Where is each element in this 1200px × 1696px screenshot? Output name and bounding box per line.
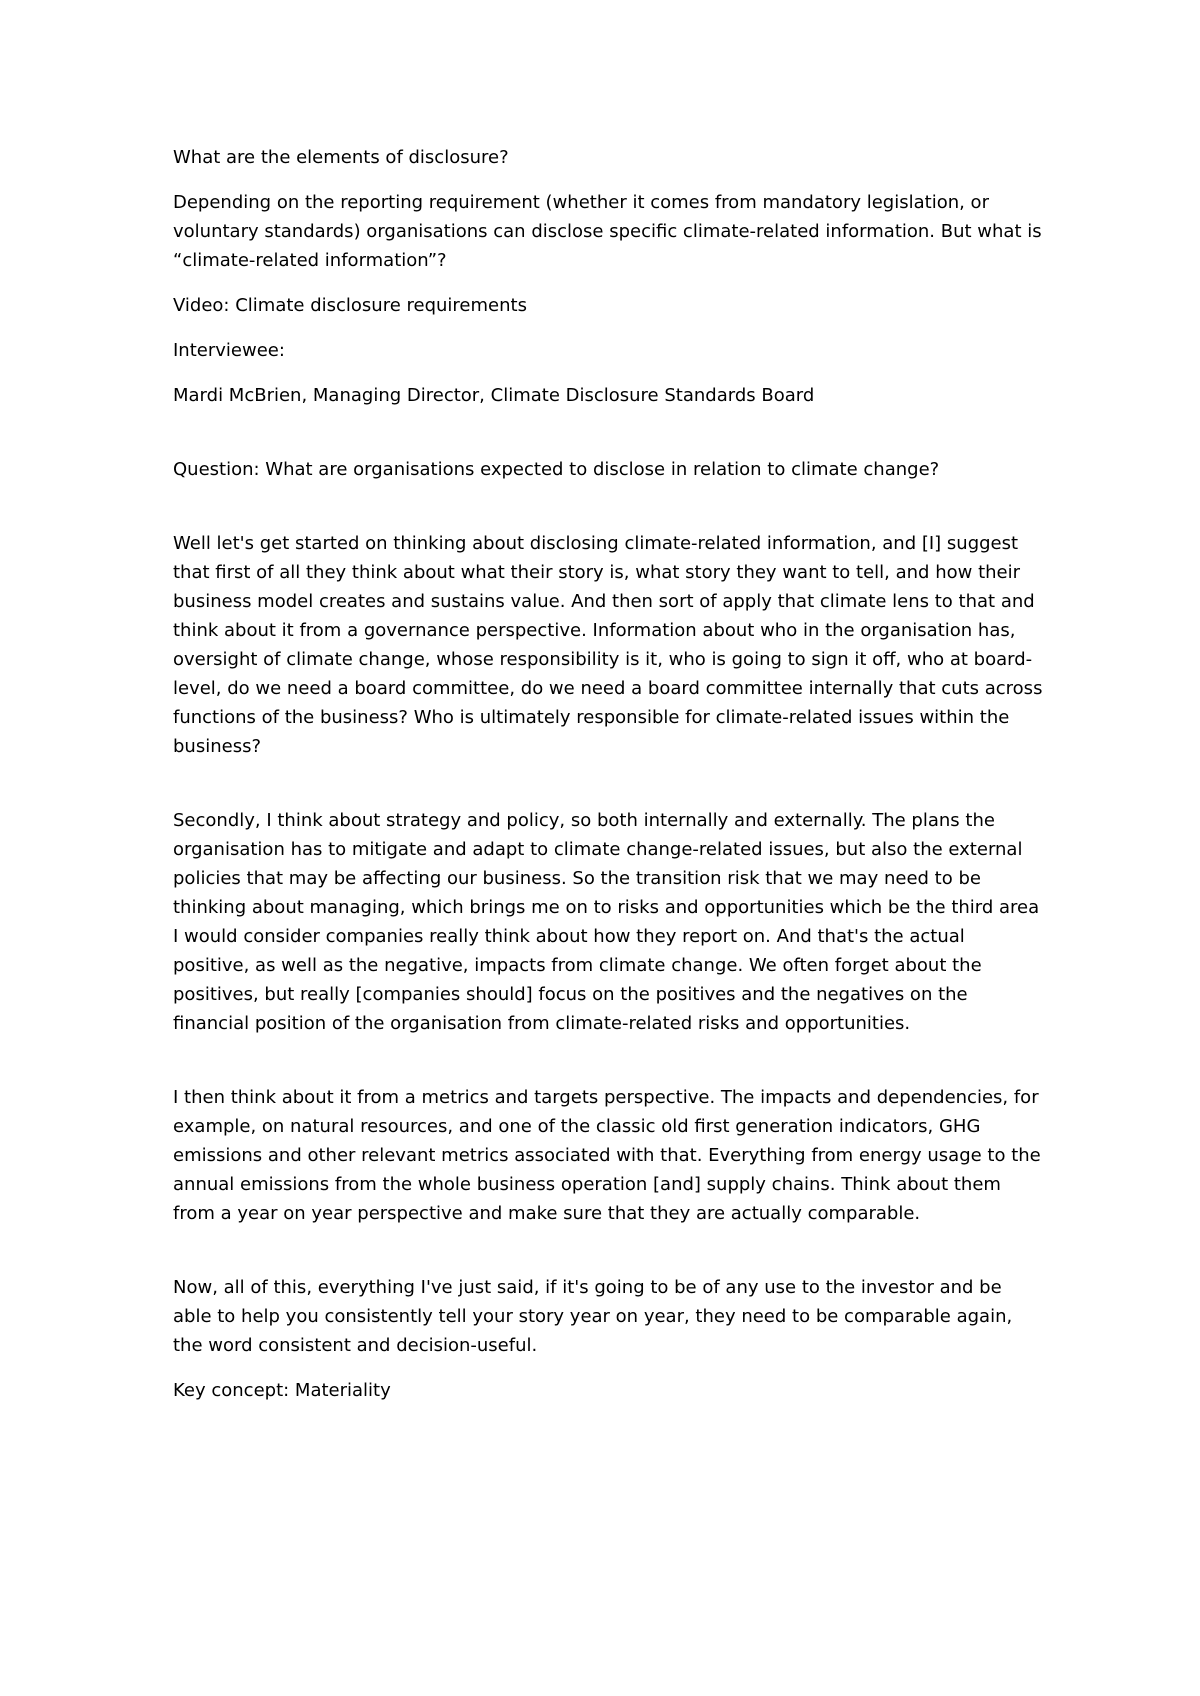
key-concept-label: Key concept: Materiality xyxy=(173,1380,391,1401)
document-body xyxy=(173,143,1043,1421)
answer-paragraph-metrics: I then think about it from a metrics and targets perspective. The impacts and dependencies, for example, on natural resources, and one of the classic old first generation indicators, GHG emissions and other relevant metrics associated with that. Everything from energy usage to the annual emissions from the whole business operation [and] supply chains. Think about them from a year on year perspective and make sure that they are actually comparable. xyxy=(173,1087,1041,1224)
interviewee-name: Mardi McBrien, Managing Director, Climate Disclosure Standards Board xyxy=(173,385,815,406)
answer-paragraph-strategy: Secondly, I think about strategy and policy, so both internally and externally. The plans the organisation has to mitigate and adapt to climate change-related issues, but also the external policies that may be affecting our business. So the transition risk that we may need to be thinking about managing, which brings me on to risks and opportunities which be the third area I would consider companies really think about how they report on. And that's the actual positive, as well as the negative, impacts from climate change. We often forget about the positives, but really [companies should] focus on the positives and the negatives on the financial position of the organisation from climate-related risks and opportunities. xyxy=(173,810,1040,1034)
answer-paragraph-governance: Well let's get started on thinking about disclosing climate-related information, and [I] suggest that first of all they think about what their story is, what story they want to tell, and how their business model creates and sustains value. And then sort of apply that climate lens to that and think about it from a governance perspective. Information about who in the organisation has, oversight of climate change, whose responsibility is it, who is going to sign it off, who at board-level, do we need a board committee, do we need a board committee internally that cuts across functions of the business? Who is ultimately responsible for climate-related issues within the business? xyxy=(173,533,1043,757)
question-text: Question: What are organisations expected to disclose in relation to climate change? xyxy=(173,459,940,480)
intro-paragraph: Depending on the reporting requirement (whether it comes from mandatory legislation, or voluntary standards) organisations can disclose specific climate-related information. But what is “climate-related information”? xyxy=(173,192,1042,271)
section-heading: What are the elements of disclosure? xyxy=(173,147,509,168)
video-label: Video: Climate disclosure requirements xyxy=(173,295,527,316)
interviewee-label: Interviewee: xyxy=(173,340,285,361)
answer-paragraph-comparability: Now, all of this, everything I've just said, if it's going to be of any use to the investor and be able to help you consistently tell your story year on year, they need to be comparable again, the word consistent and decision-useful. xyxy=(173,1277,1013,1356)
